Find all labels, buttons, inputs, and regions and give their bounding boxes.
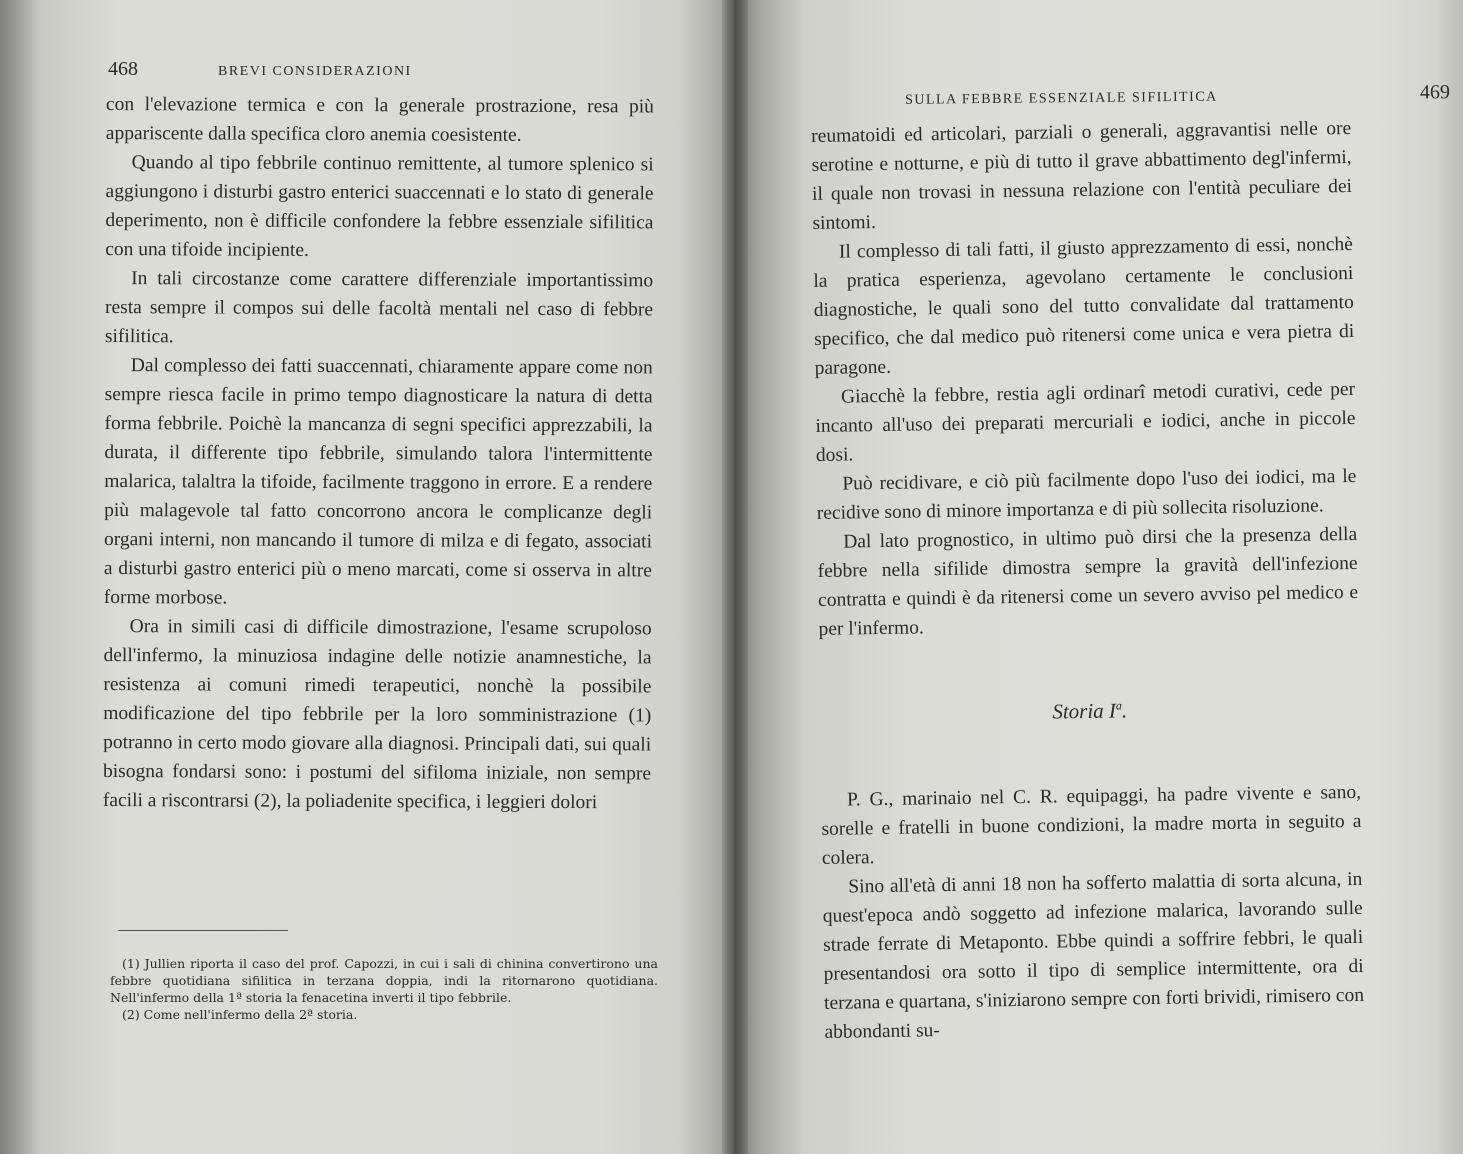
paragraph: Dal complesso dei fatti suaccennati, chiaramente appare come non sempre riesca facile in primo tempo diagnosticare la natura di detta forma febbrile. Poichè la mancanza di segni specifici apprezzabili, la durata, il differente tipo febbrile, simulando talora l'intermittente malarica, talaltra la tifoide, facilmente traggono in errore. E a rendere più malagevole tal fatto concorrono ancora le complicanze degli organi interni, non mancando il tumore di milza e di fegato, associati a disturbi gastro enterici più o meno marcati, come si osserva in altre forme morbose.: [103, 355, 653, 609]
paragraph: Il complesso di tali fatti, il giusto apprezzamento di essi, nonchè la pratica esperienza, agevolano certamente le conclusioni diagnostiche, le quali sono del tutto convalidate dal trattamento specifico, che dal medico può ritenersi come unica e vera pietra di paragone.: [813, 233, 1355, 379]
left-page-body: [103, 90, 654, 817]
paragraph: Ora in simili casi di difficile dimostrazione, l'esame scrupoloso dell'infermo, la minuziosa indagine delle notizie anamnestiche, la resistenza ai comuni rimedi terapeutici, nonchè la possibile modificazione del tipo febbrile per la loro somministrazione (1) potranno in certo modo giovare alla diagnosi. Principali dati, sui quali bisogna fondarsi sono: i postumi del sifiloma iniziale, non sempre facili a riscontrarsi (2), la poliadenite specifica, i leggieri dolori: [102, 616, 652, 814]
section-title: Storia $I^a$.: [1052, 698, 1128, 724]
paragraph: Può recidivare, e ciò più facilmente dopo l'uso dei iodici, ma le recidive sono di minore importanza e di più sollecita risoluzione.: [816, 465, 1357, 524]
section-title-superscript: a: [1115, 698, 1122, 713]
book-gutter: [722, 0, 748, 1154]
left-page-header: [108, 58, 653, 81]
running-head: SULLA FEBBRE ESSENZIALE SIFILITICA: [904, 89, 1218, 108]
right-page-body: [811, 114, 1365, 1047]
footnote: (2) Come nell'infermo della 2ª storia.: [122, 1007, 358, 1022]
paragraph: Giacchè la febbre, restia agli ordinarî metodi curativi, cede per incanto all'uso dei preparati mercuriali e iodici, anche in piccole dosi.: [815, 378, 1356, 466]
running-head: BREVI CONSIDERAZIONI: [218, 64, 412, 79]
page-number: 469: [1419, 81, 1451, 104]
section-title-text: Storia I: [1052, 698, 1117, 724]
paragraph: reumatoidi ed articolari, parziali o generali, aggravantisi nelle ore serotine e notturne, e più di tutto il grave abbattimento degl'infermi, il quale non trovasi in nessuna relazione con l'entità peculiare dei sintomi.: [811, 117, 1353, 234]
right-page: [735, 0, 1463, 1154]
footnote: (1) Jullien riporta il caso del prof. Capozzi, in cui i sali di chinina convertirono una febbre quotidiana sifilitica in terzana doppia, indi la ritornarono quotidiana. Nell'infermo della 1ª storia la fenacetina inverti il tipo febbrile.: [110, 956, 658, 1005]
paragraph: P. G., marinaio nel C. R. equipaggi, ha padre vivente e sano, sorelle e fratelli in buone condizioni, la madre morta in seguito a colera.: [821, 781, 1362, 869]
page-number: 468: [108, 58, 138, 80]
paragraph: Sino all'età di anni 18 non ha sofferto malattia di sorta alcuna, in quest'epoca andò soggetto ad infezione malarica, lavorando sulle strade ferrate di Metaponto. Ebbe quindi a soffrire febbri, le quali presentandosi ora sotto il tipo di semplice intermittente, ora di terzana e quartana, s'iniziarono sempre con forti brividi, rimisero con abbondanti su-: [822, 868, 1365, 1043]
paragraph: Quando al tipo febbrile continuo remittente, al tumore splenico si aggiungono i disturbi gastro enterici suaccennati e lo stato di generale deperimento, non è difficile confondere la febbre essenziale sifilitica con una tifoide incipiente.: [105, 152, 654, 261]
footnotes: [110, 955, 658, 1023]
right-page-header: [905, 81, 1450, 110]
paragraph: con l'elevazione termica e con la generale prostrazione, resa più appariscente dalla specifica cloro anemia coesistente.: [105, 93, 654, 146]
footnote-rule: [118, 930, 288, 931]
paragraph: Dal lato prognostico, in ultimo può dirsi che la presenza della febbre nella sifilide dimostra sempre la gravità dell'infezione contratta e quindi è da ritenersi come un severo avviso pel medico e per l'infermo.: [817, 523, 1359, 640]
paragraph: In tali circostanze come carattere differenziale importantissimo resta sempre il compos sui delle facoltà mentali nel caso di febbre sifilitica.: [104, 268, 654, 348]
